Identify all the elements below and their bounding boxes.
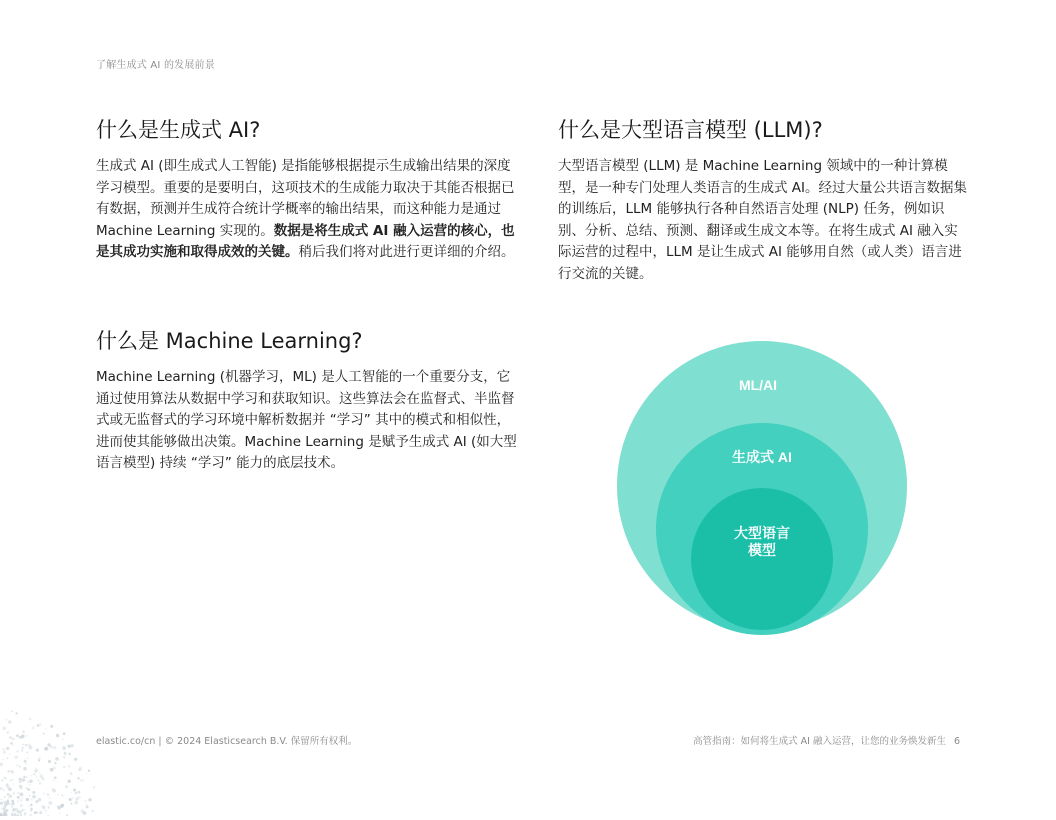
section-body-generative-ai (96, 156, 522, 264)
texture-dot (27, 781, 29, 783)
texture-dot (77, 777, 79, 779)
texture-dot (10, 742, 13, 745)
section-body-machine-learning: Machine Learning (机器学习，ML) 是人工智能的一个重要分支，它通过使用算法从数据中学习和获取知识。这些算法会在监督式、半监督式或无监督式的学习环境中解析数据并 “学习” 其中的模式和相似性，进而使其能够做出决策。Machine Learning 是赋予生成式 AI (如大型语言模型) 持续 “学习” 能力的底层技术。 (96, 369, 517, 471)
texture-dot (26, 735, 28, 737)
texture-dot (8, 720, 11, 723)
texture-dot (22, 797, 23, 798)
texture-dot (14, 755, 18, 759)
texture-dot (25, 744, 27, 746)
texture-dot (45, 810, 47, 812)
decorative-dot-texture (0, 700, 100, 816)
genai-body-text-1: 生成式 AI (即生成式人工智能) 是指能够根据提示生成输出结果的深度学习模型。重要的是要明白，这项技术的生成能力取决于其能否根据已有数据，预测并生成符合统计学概率的输出结果，而这种能力是通过 Machine Learning 实现的。 (96, 158, 515, 239)
texture-dot (22, 735, 24, 737)
section-title-machine-learning: 什么是 Machine Learning? (96, 329, 363, 353)
texture-dot (29, 718, 32, 721)
texture-dot (31, 775, 33, 777)
texture-dot (47, 793, 50, 796)
texture-dot (83, 779, 84, 780)
texture-dot (0, 787, 3, 790)
texture-dot (19, 766, 21, 768)
texture-dot (34, 769, 38, 773)
texture-dot (86, 804, 87, 805)
texture-dot (7, 731, 9, 733)
texture-dot (80, 779, 82, 781)
texture-dot (39, 782, 42, 785)
texture-dot (85, 800, 87, 802)
texture-dot (79, 766, 83, 770)
texture-dot (3, 751, 6, 754)
texture-dot (25, 787, 28, 790)
texture-dot (69, 798, 72, 801)
texture-dot (22, 731, 24, 733)
texture-dot (15, 812, 17, 814)
texture-dot (35, 775, 37, 777)
texture-dot (74, 758, 77, 761)
texture-dot (1, 779, 3, 781)
texture-dot (43, 733, 45, 735)
footer-copyright: elastic.co/cn | © 2024 Elasticsearch B.V. 保留所有权利。 (96, 736, 358, 747)
texture-dot (49, 801, 53, 805)
texture-dot (68, 745, 71, 748)
texture-dot (25, 763, 27, 765)
texture-dot (2, 726, 6, 730)
texture-dot (75, 792, 78, 795)
texture-dot (29, 780, 33, 784)
texture-dot (60, 805, 63, 808)
texture-dot (88, 798, 91, 801)
texture-dot (29, 795, 30, 796)
texture-dot (32, 726, 35, 729)
texture-dot (32, 791, 35, 794)
texture-dot (86, 773, 87, 774)
texture-dot (53, 779, 54, 780)
texture-dot (63, 732, 66, 735)
texture-dot (13, 783, 14, 784)
texture-dot (20, 804, 23, 807)
texture-dot (45, 728, 46, 729)
texture-dot (26, 752, 28, 754)
section-generative-ai (96, 116, 522, 264)
texture-dot (72, 797, 74, 799)
texture-dot (39, 811, 42, 814)
texture-dot (68, 753, 71, 756)
texture-dot (62, 746, 66, 750)
texture-dot (18, 811, 21, 814)
texture-dot (0, 763, 3, 767)
texture-dot (0, 799, 2, 801)
texture-dot (12, 808, 14, 810)
texture-dot (26, 777, 27, 778)
texture-dot (39, 723, 41, 725)
section-title-llm: 什么是大型语言模型 (LLM)? (558, 118, 823, 142)
texture-dot (24, 760, 27, 763)
texture-dot (65, 785, 68, 788)
texture-dot (41, 777, 42, 778)
texture-dot (17, 796, 20, 799)
texture-dot (9, 754, 10, 755)
texture-dot (21, 746, 24, 749)
texture-dot (10, 779, 12, 781)
section-title-generative-ai: 什么是生成式 AI? (96, 118, 261, 142)
texture-dot (49, 797, 51, 799)
texture-dot (38, 798, 42, 802)
texture-dot (74, 801, 78, 805)
texture-dot (70, 773, 72, 775)
texture-dot (26, 798, 29, 801)
texture-dot (43, 806, 46, 809)
texture-dot (32, 795, 36, 799)
texture-dot (71, 803, 73, 805)
texture-dot (88, 769, 90, 771)
texture-dot (11, 711, 12, 712)
texture-dot (62, 739, 63, 740)
texture-dot (48, 760, 51, 763)
texture-dot (28, 806, 29, 807)
texture-dot (34, 773, 36, 775)
texture-dot (86, 805, 89, 808)
texture-dot (36, 749, 39, 752)
texture-dot (16, 750, 19, 753)
texture-dot (11, 800, 14, 803)
texture-dot (63, 756, 65, 758)
texture-dot (53, 746, 56, 749)
inner-circle-label-line2: 模型 (748, 542, 776, 558)
texture-dot (19, 785, 22, 788)
texture-dot (12, 737, 15, 740)
texture-dot (24, 812, 27, 815)
texture-dot (56, 734, 59, 737)
texture-dot (48, 807, 49, 808)
texture-dot (35, 767, 37, 769)
texture-dot (54, 762, 56, 764)
section-body-llm: 大型语言模型 (LLM) 是 Machine Learning 领域中的一种计算模型，是一种专门处理人类语言的生成式 AI。经过大量公共语言数据集的训练后，LLM 能够执行各种自然语言处理 (NLP) 任务，例如识别、分析、总结、预测、翻译或生成文本等。在将生成式 AI 融入实际运营的过程中，LLM 是让生成式 AI 能够用自然（或人类）语言进行交流的关键。 (558, 158, 968, 282)
footer-guide-text: 高管指南：如何将生成式 AI 融入运营，让您的业务焕发新生 (693, 736, 946, 747)
texture-dot (1, 808, 3, 810)
texture-dot (16, 712, 18, 714)
texture-dot (12, 779, 14, 781)
texture-dot (20, 799, 23, 802)
texture-dot (92, 810, 94, 812)
texture-dot (7, 786, 11, 790)
texture-dot (27, 758, 28, 759)
texture-dot (3, 748, 5, 750)
texture-dot (93, 786, 95, 788)
texture-dot (39, 772, 41, 774)
texture-dot (55, 757, 59, 761)
texture-dot (16, 734, 19, 737)
texture-dot (83, 811, 87, 815)
texture-dot (30, 807, 33, 810)
texture-dot (21, 750, 23, 752)
texture-dot (6, 810, 8, 812)
texture-dot (6, 757, 8, 759)
texture-dot (78, 791, 81, 794)
texture-dot (22, 743, 24, 745)
texture-dot (6, 747, 9, 750)
texture-dot (17, 764, 19, 766)
texture-dot (52, 789, 56, 793)
texture-dot (71, 792, 72, 793)
texture-dot (4, 803, 7, 806)
texture-dot (3, 777, 6, 780)
texture-dot (29, 784, 30, 785)
texture-dot (9, 736, 11, 738)
texture-dot (19, 778, 22, 781)
texture-dot (54, 776, 57, 779)
texture-dot (38, 759, 40, 761)
texture-dot (22, 809, 25, 812)
texture-dot (13, 792, 15, 794)
texture-dot (37, 777, 38, 778)
texture-dot (19, 781, 21, 783)
running-header: 了解生成式 AI 的发展前景 (96, 60, 215, 71)
section-llm (558, 116, 970, 285)
texture-dot (50, 746, 53, 749)
texture-dot (53, 766, 56, 769)
texture-dot (47, 743, 51, 747)
texture-dot (4, 796, 6, 798)
section-machine-learning (96, 327, 522, 475)
texture-dot (50, 725, 53, 728)
texture-dot (31, 799, 33, 801)
texture-dot (5, 718, 7, 720)
texture-dot (34, 812, 36, 814)
inner-circle-llm (691, 488, 833, 630)
texture-dot (17, 792, 19, 794)
texture-dot (78, 796, 81, 799)
nested-circles-diagram (612, 334, 916, 638)
texture-dot (11, 806, 13, 808)
texture-dot (3, 759, 4, 760)
texture-dot (30, 810, 32, 812)
outer-circle-label: ML/AI (738, 377, 778, 393)
genai-body-text-2: 稍后我们将对此进行更详细的介绍。 (298, 244, 515, 260)
texture-dot (58, 794, 60, 796)
texture-dot (27, 744, 31, 748)
texture-dot (3, 789, 5, 791)
texture-dot (8, 798, 9, 799)
texture-dot (68, 765, 71, 768)
texture-dot (23, 776, 25, 778)
texture-dot (2, 805, 4, 807)
texture-dot (17, 800, 19, 802)
texture-dot (21, 781, 22, 782)
texture-dot (30, 804, 33, 807)
texture-dot (35, 800, 38, 803)
texture-dot (8, 794, 12, 798)
texture-dot (20, 793, 24, 797)
texture-dot (38, 780, 39, 781)
texture-dot (62, 795, 64, 797)
texture-dot (73, 788, 76, 791)
texture-dot (67, 780, 70, 783)
texture-dot (3, 813, 7, 816)
texture-dot (12, 802, 14, 804)
texture-dot (59, 812, 61, 814)
texture-dot (44, 747, 47, 750)
texture-dot (37, 724, 40, 727)
texture-dot (7, 770, 9, 772)
texture-dot (3, 809, 5, 811)
texture-dot (43, 792, 45, 794)
inner-circle-label-line1: 大型语言 (734, 525, 790, 541)
middle-circle-label: 生成式 AI (732, 449, 792, 465)
texture-dot (8, 793, 10, 795)
texture-dot (6, 786, 7, 787)
footer-guide-title (693, 733, 960, 747)
texture-dot (10, 770, 13, 773)
texture-dot (64, 753, 66, 755)
texture-dot (42, 778, 45, 781)
texture-dot (63, 766, 65, 768)
genai-body-bold: 数据是将生成式 AI 融入运营的核心，也是其成功实施和取得成效的关键。 (96, 222, 515, 260)
texture-dot (38, 757, 40, 759)
page-number: 6 (953, 736, 960, 747)
texture-dot (0, 802, 3, 805)
texture-dot (70, 744, 74, 748)
texture-dot (23, 767, 27, 771)
